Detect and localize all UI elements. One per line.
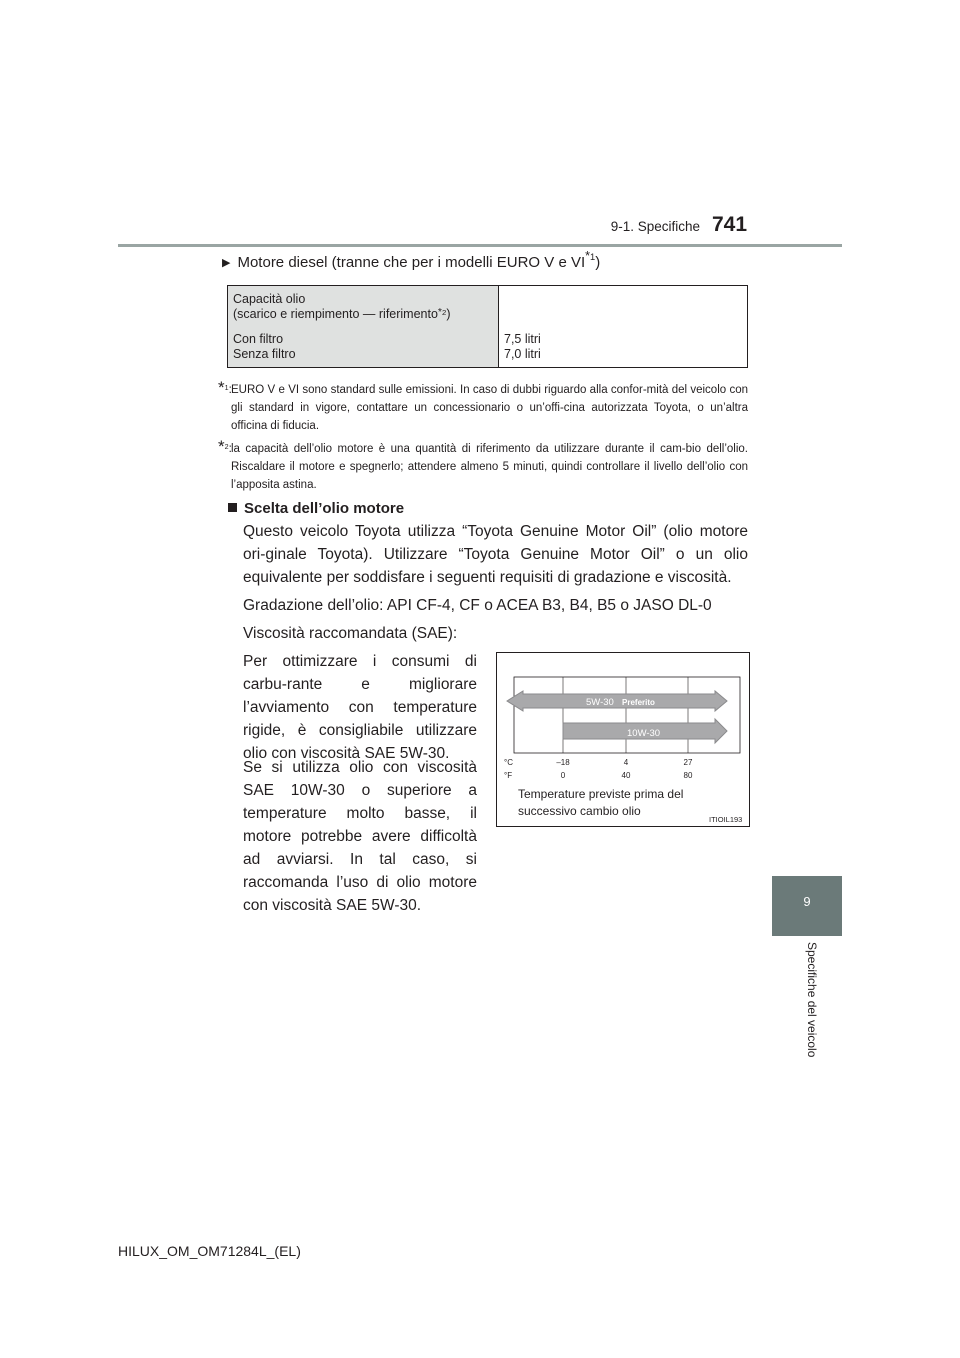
footnote-1: *$^1$: EURO V e VI sono standard sulle emissioni. In caso di dubbi riguardo alla confor-mità del veicolo con gli standard in vigore, contattare un concessionario o un’offi-cina autorizzata Toyota, o un’altra officina di fiducia. bbox=[218, 378, 748, 432]
subsection-title: ▶ Motore diesel (tranne che per i modelli EURO V e VI$^{*1}$) bbox=[222, 249, 601, 271]
row-value: 7,5 litri bbox=[504, 332, 541, 346]
caption-line2: successivo cambio olio bbox=[518, 804, 641, 818]
label-5w30: 5W-30 bbox=[586, 697, 614, 708]
figure-id: ITIOIL193 bbox=[709, 815, 743, 824]
paragraph-5w30: Per ottimizzare i consumi di carbu-rante e migliorare l’avviamento con temperature rigide, è consigliabile utilizzare olio con viscosità SAE 5W-30. bbox=[243, 653, 477, 762]
tick-f: 80 bbox=[683, 771, 693, 780]
triangle-bullet-icon: ▶ bbox=[222, 257, 231, 269]
header-rule bbox=[118, 244, 842, 247]
tick-f: 0 bbox=[560, 771, 566, 780]
footnote-2: *$^2$: la capacità dell’olio motore è una quantità di riferimento da utilizzare durante il cam-bio dell’olio. Riscaldare il motore e spegnerlo; attendere almeno 5 minuti, quindi controllare il livello dell’olio con l’apposita astina. bbox=[218, 437, 748, 491]
paragraph-grade: Gradazione dell’olio: API CF-4, CF o ACEA B3, B4, B5 o JASO DL-0 bbox=[243, 597, 712, 614]
page-number: 741 bbox=[712, 213, 748, 236]
unit-celsius: °C bbox=[504, 758, 513, 767]
row-value: 7,0 litri bbox=[504, 347, 541, 361]
tick-c: 27 bbox=[683, 758, 693, 767]
unit-fahrenheit: °F bbox=[504, 771, 513, 780]
capacity-value-cell bbox=[499, 286, 748, 368]
label-preferito: Preferito bbox=[622, 698, 655, 707]
row-label: Con filtro bbox=[233, 332, 284, 346]
temperature-frame bbox=[514, 677, 740, 753]
section-header: 9-1. Specifiche bbox=[610, 219, 700, 234]
capacity-label-cell: Capacità olio (scarico e riempimento — riferimento$^{*2}$) Con filtro Senza filtro bbox=[228, 286, 499, 368]
arrow-5w30 bbox=[507, 691, 727, 711]
section-heading: Scelta dell’olio motore bbox=[228, 500, 404, 517]
document-id: HILUX_OM_OM71284L_(EL) bbox=[118, 1243, 301, 1259]
tick-c: 4 bbox=[623, 758, 629, 767]
tick-c: –18 bbox=[556, 758, 570, 767]
caption-line1: Temperature previste prima del bbox=[518, 787, 684, 801]
row-label: Senza filtro bbox=[233, 347, 296, 361]
square-bullet-icon bbox=[228, 503, 237, 512]
paragraph-viscosity: Viscosità raccomandata (SAE): bbox=[243, 625, 458, 642]
chapter-title-vertical: Specifiche del veicolo bbox=[805, 942, 819, 1058]
chapter-tab: 9 bbox=[772, 876, 842, 936]
viscosity-chart bbox=[497, 653, 749, 826]
viscosity-figure bbox=[496, 652, 750, 827]
oil-capacity-table bbox=[227, 285, 748, 368]
paragraph-10w30: Se si utilizza olio con viscosità SAE 10W-30 o superiore a temperature molto basse, il motore potrebbe avere difficoltà ad avviarsi. In tal caso, si raccomanda l’uso di olio motore con viscosità SAE 5W-30. bbox=[243, 759, 477, 914]
paragraph-intro: Questo veicolo Toyota utilizza “Toyota Genuine Motor Oil” (olio motore ori-ginale Toyota). Utilizzare “Toyota Genuine Motor Oil” o un olio equivalente per soddisfare i seguenti requisiti di gradazione e viscosità. bbox=[243, 523, 748, 586]
label-10w30: 10W-30 bbox=[627, 728, 661, 739]
tick-f: 40 bbox=[621, 771, 631, 780]
